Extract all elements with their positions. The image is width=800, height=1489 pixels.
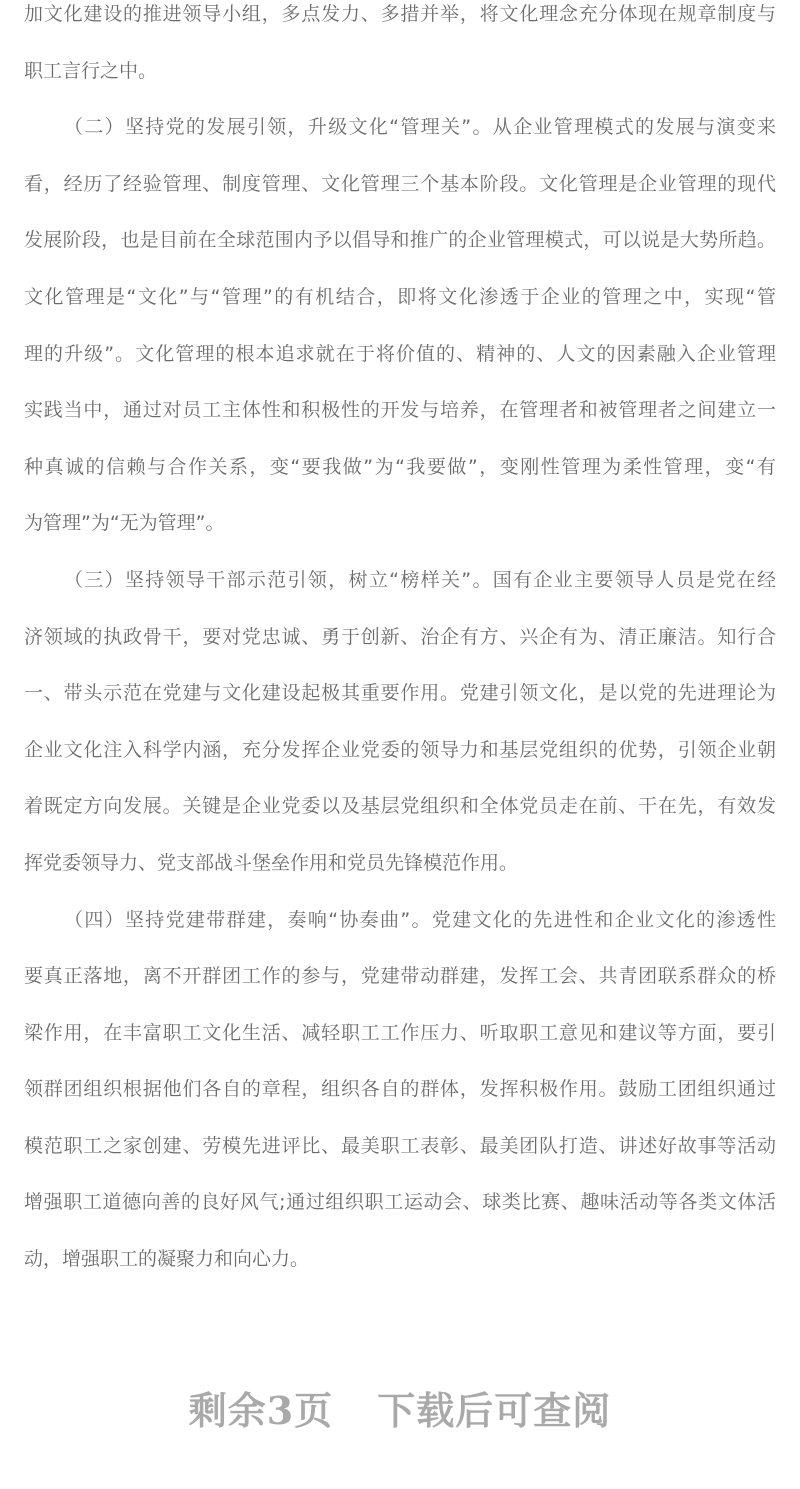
text-line: 种真诚的信赖与合作关系，变“要我做”为“我要做”，变刚性管理为柔性管理，变“有 bbox=[24, 455, 776, 478]
text-line: 文化管理是“文化”与“管理”的有机结合，即将文化渗透于企业的管理之中，实现“管 bbox=[24, 285, 776, 308]
text-line: （二）坚持党的发展引领，升级文化“管理关”。从企业管理模式的发展与演变来 bbox=[64, 116, 776, 139]
text-line: 动，增强职工的凝聚力和向心力。 bbox=[24, 1248, 310, 1271]
download-to-view-label: 下载后可查阅 bbox=[377, 1388, 612, 1433]
text-line: 加文化建设的推进领导小组，多点发力、多措并举，将文化理念充分体现在规章制度与 bbox=[24, 3, 776, 25]
text-line: （三）坚持领导干部示范引领，树立“榜样关”。国有企业主要领导人员是党在经 bbox=[64, 568, 776, 591]
text-line: 领群团组织根据他们各自的章程，组织各自的群体，发挥积极作用。鼓励工团组织通过 bbox=[24, 1078, 776, 1101]
text-line: 看，经历了经验管理、制度管理、文化管理三个基本阶段。文化管理是企业管理的现代 bbox=[24, 172, 776, 195]
text-line: 职工言行之中。 bbox=[24, 59, 158, 82]
remaining-pages-label: 剩余3页 bbox=[188, 1388, 334, 1433]
text-line: 梁作用，在丰富职工文化生活、减轻职工工作压力、听取职工意见和建议等方面，要引 bbox=[24, 1021, 776, 1044]
text-line: 模范职工之家创建、劳模先进评比、最美职工表彰、最美团队打造、讲述好故事等活动 bbox=[24, 1134, 776, 1157]
text-line: 发展阶段，也是目前在全球范围内予以倡导和推广的企业管理模式，可以说是大势所趋。 bbox=[24, 229, 776, 252]
text-line: 实践当中，通过对员工主体性和积极性的开发与培养，在管理者和被管理者之间建立一 bbox=[24, 399, 776, 422]
text-line: 企业文化注入科学内涵，充分发挥企业党委的领导力和基层党组织的优势，引领企业朝 bbox=[24, 738, 776, 761]
download-prompt[interactable] bbox=[0, 1380, 800, 1435]
text-line: 增强职工道德向善的良好风气;通过组织职工运动会、球类比赛、趣味活动等各类文体活 bbox=[24, 1191, 776, 1214]
text-line: （四）坚持党建带群建，奏响“协奏曲”。党建文化的先进性和企业文化的渗透性 bbox=[64, 908, 776, 931]
text-line: 为管理”为“无为管理”。 bbox=[24, 512, 225, 535]
text-line: 挥党委领导力、党支部战斗堡垒作用和党员先锋模范作用。 bbox=[24, 851, 519, 874]
text-line: 济领域的执政骨干，要对党忠诚、勇于创新、治企有方、兴企有为、清正廉洁。知行合 bbox=[24, 625, 776, 648]
text-line: 要真正落地，离不开群团工作的参与，党建带动群建，发挥工会、共青团联系群众的桥 bbox=[24, 965, 776, 988]
document-body bbox=[24, 0, 776, 1288]
text-line: 着既定方向发展。关键是企业党委以及基层党组织和全体党员走在前、干在先，有效发 bbox=[24, 795, 776, 818]
text-line: 一、带头示范在党建与文化建设起极其重要作用。党建引领文化，是以党的先进理论为 bbox=[24, 682, 776, 705]
text-line: 理的升级”。文化管理的根本追求就在于将价值的、精神的、人文的因素融入企业管理 bbox=[24, 342, 776, 365]
